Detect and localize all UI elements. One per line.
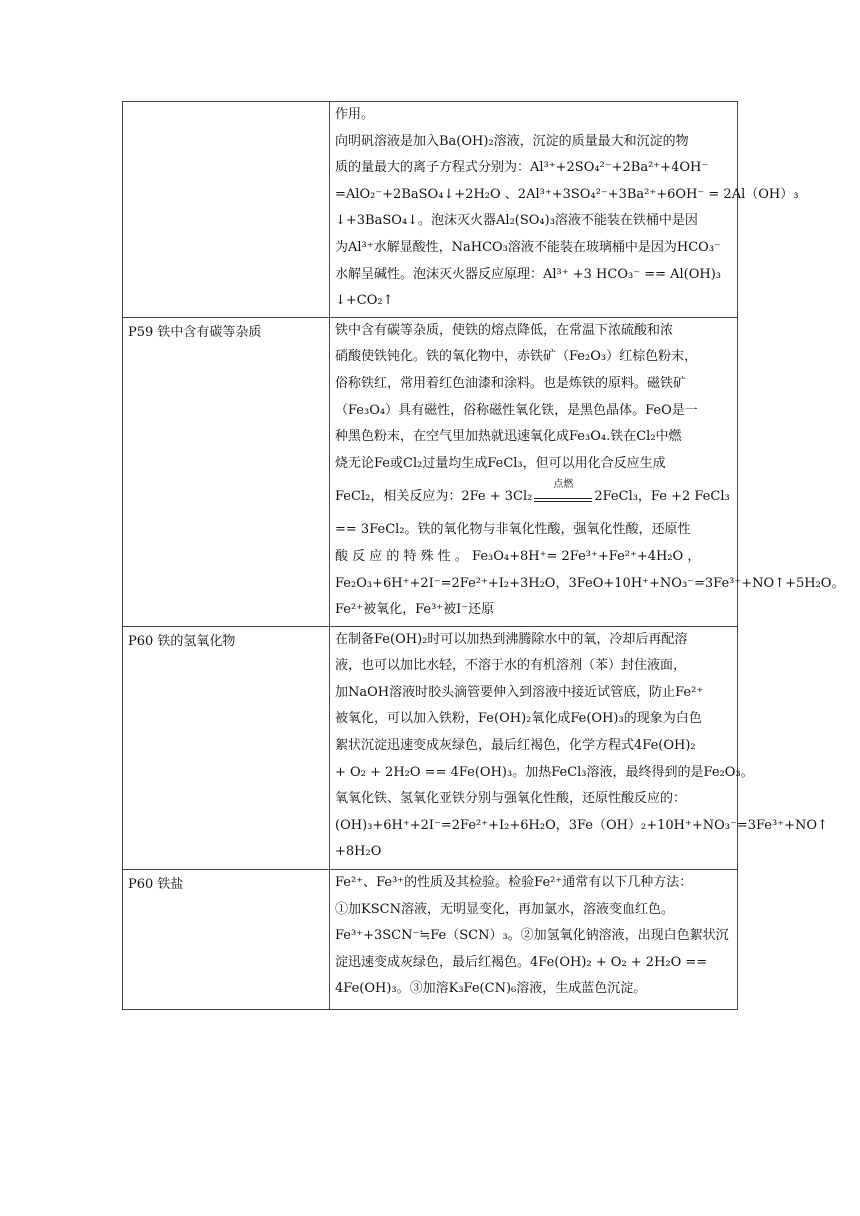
- content-line: 酸 反 应 的 特 殊 性 。 Fe₃O₄+8H⁺= 2Fe³⁺+Fe²⁺+4H₂O ，: [335, 548, 701, 564]
- content-line: 作用。: [335, 107, 375, 122]
- content-line: Fe³⁺+3SCN⁻≒Fe（SCN）₃。②加氢氧化钠溶液，出现白色絮状沉: [335, 928, 729, 944]
- content-cell: [330, 626, 828, 869]
- content-line: 俗称铁红，常用着红色油漆和涂料。也是炼铁的原料。磁铁矿: [335, 375, 687, 391]
- content-cell: [330, 317, 845, 626]
- content-line: == 3FeCl₂。铁的氧化物与非氧化性酸，强氧化性酸，还原性: [335, 522, 691, 538]
- reaction-condition: 点燃: [553, 478, 574, 490]
- content-line: Fe²⁺、Fe³⁺的性质及其检验。检验Fe²⁺通常有以下几种方法：: [335, 875, 693, 891]
- content-line: 向明矾溶液是加入Ba(OH)₂溶液，沉淀的质量最大和沉淀的物: [335, 133, 689, 149]
- content-line: + O₂ + 2H₂O == 4Fe(OH)₃。加热FeCl₃溶液，最终得到的是Fe₂O₃。: [335, 764, 754, 780]
- content-line: 水解呈碱性。泡沫灭火器反应原理：Al³⁺ +3 HCO₃⁻ == Al(OH)₃: [335, 266, 722, 282]
- topic-cell: [123, 870, 330, 1010]
- content-line: 淀迅速变成灰绿色，最后红褐色。4Fe(OH)₂ + O₂ + 2H₂O ==: [335, 954, 708, 970]
- content-line: Fe²⁺被氧化，Fe³⁺被I⁻还原: [335, 602, 495, 618]
- content-line: ↓+CO₂↑: [335, 293, 394, 309]
- content-line: (OH)₃+6H⁺+2I⁻=2Fe²⁺+I₂+6H₂O，3Fe（OH）₂+10H⁺+NO₃⁻=3Fe³⁺+NO↑: [335, 817, 828, 833]
- equation-line: [335, 477, 733, 517]
- topic-label: P60 铁的氢氧化物: [128, 633, 236, 649]
- content-line: 烧无论Fe或Cl₂过量均生成FeCl₃，但可以用化合反应生成: [335, 455, 666, 471]
- content-line: 种黑色粉末，在空气里加热就迅速氧化成Fe₃O₄.铁在Cl₂中燃: [335, 429, 682, 445]
- topic-label: P59 铁中含有碳等杂质: [128, 324, 262, 340]
- content-line: 加NaOH溶液时胶头滴管要伸入到溶液中接近试管底，防止Fe²⁺: [335, 684, 704, 700]
- content-line: 铁中含有碳等杂质，使铁的熔点降低，在常温下浓硫酸和浓: [335, 322, 674, 338]
- content-line: 4Fe(OH)₃。③加溶K₃Fe(CN)₆溶液，生成蓝色沉淀。: [335, 981, 647, 997]
- content-line: 质的量最大的离子方程式分别为：Al³⁺+2SO₄²⁻+2Ba²⁺+4OH⁻: [335, 160, 709, 176]
- content-line: +8H₂O: [335, 844, 382, 860]
- content-cell: [330, 870, 738, 1010]
- content-line: 氧氧化铁、氢氧化亚铁分别与强氧化性酸，还原性酸反应的：: [335, 791, 687, 807]
- content-line: （Fe₃O₄）具有磁性，俗称磁性氧化铁，是黑色晶体。FeO是一: [335, 402, 698, 418]
- content-line: =AlO₂⁻+2BaSO₄↓+2H₂O 、2Al³⁺+3SO₄²⁻+3Ba²⁺+6OH⁻ = 2Al（OH）₃: [335, 186, 799, 202]
- table-row: [123, 626, 738, 869]
- topic-cell: [123, 102, 330, 318]
- content-line: 絮状沉淀迅速变成灰绿色，最后红褐色，化学方程式4Fe(OH)₂: [335, 738, 696, 754]
- content-line: 硝酸使铁钝化。铁的氧化物中，赤铁矿（Fe₂O₃）红棕色粉末，: [335, 349, 698, 365]
- content-line: ↓+3BaSO₄↓。泡沫灭火器Al₂(SO₄)₃溶液不能装在铁桶中是因: [335, 213, 698, 229]
- reaction-arrow: [534, 478, 592, 503]
- topic-label: P60 铁盐: [128, 877, 184, 893]
- equation-right: 2FeCl₃，Fe +2 FeCl₃: [594, 489, 730, 505]
- content-line: ①加KSCN溶液，无明显变化，再加氯水，溶液变血红色。: [335, 901, 674, 917]
- table-row: [123, 317, 738, 626]
- table-row: [123, 102, 738, 318]
- table-row: [123, 870, 738, 1010]
- content-line: 为Al³⁺水解显酸性，NaHCO₃溶液不能装在玻璃桶中是因为HCO₃⁻: [335, 239, 721, 255]
- notes-table: [122, 101, 845, 1010]
- topic-cell: [123, 317, 330, 626]
- content-line: Fe₂O₃+6H⁺+2I⁻=2Fe²⁺+I₂+3H₂O，3FeO+10H⁺+NO₃⁻=3Fe³⁺+NO↑+5H₂O。: [335, 575, 845, 591]
- content-line: 液，也可以加比水轻，不溶于水的有机溶剂（苯）封住液面，: [335, 658, 687, 674]
- topic-cell: [123, 626, 330, 869]
- content-line: 在制备Fe(OH)₂时可以加热到沸腾除水中的氧，冷却后再配溶: [335, 631, 688, 647]
- equation-left: FeCl₂，相关反应为：2Fe + 3Cl₂: [335, 489, 533, 505]
- content-cell: [330, 102, 799, 318]
- content-line: 被氧化，可以加入铁粉，Fe(OH)₂氧化成Fe(OH)₃的现象为白色: [335, 711, 702, 727]
